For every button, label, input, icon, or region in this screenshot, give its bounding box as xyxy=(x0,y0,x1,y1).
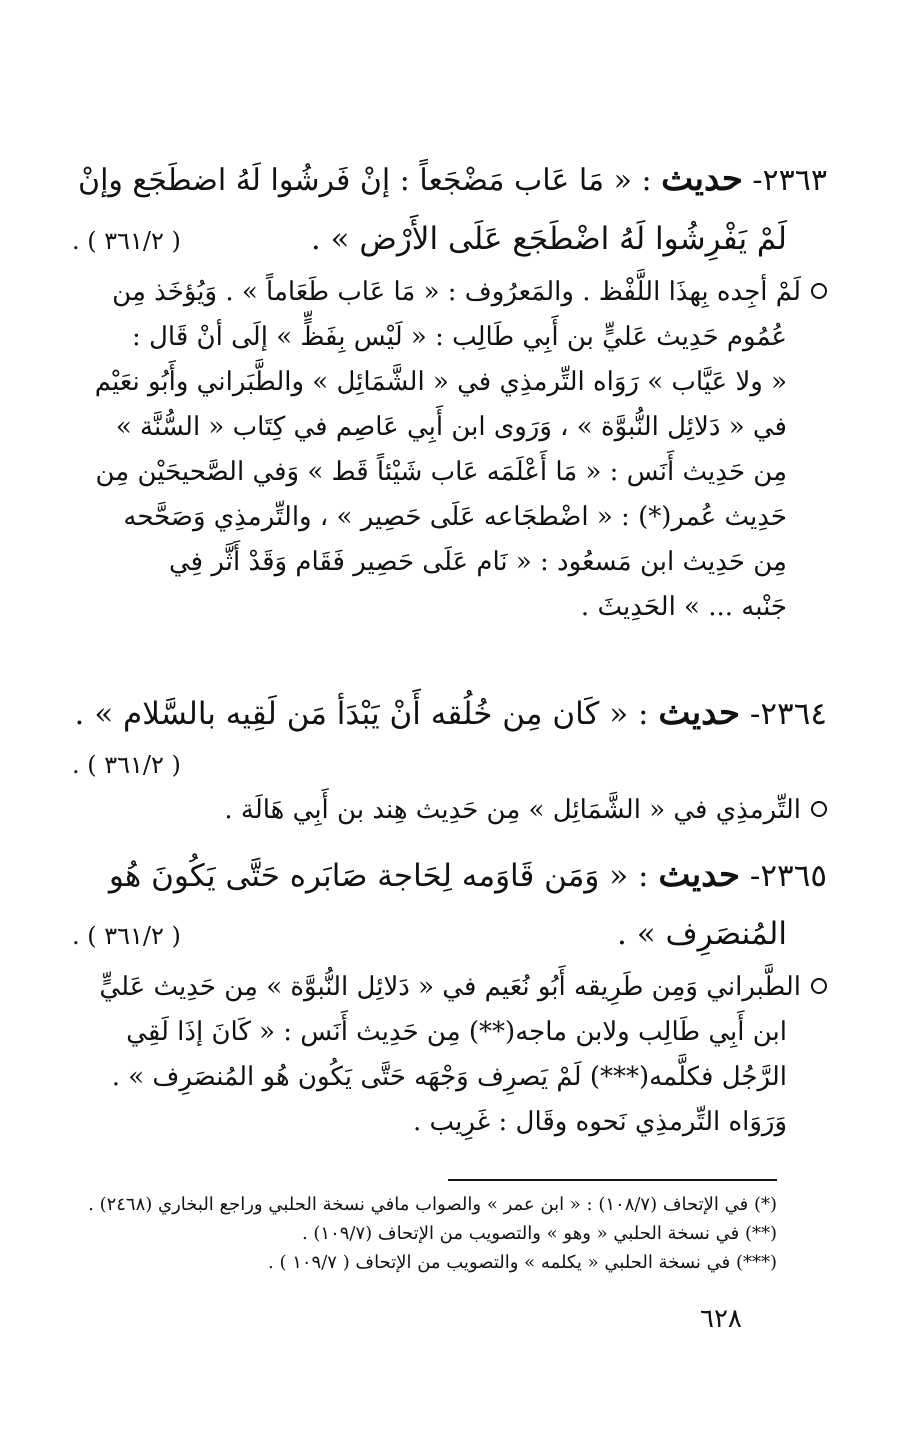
hadith-entry-2365 xyxy=(72,846,827,1145)
hadith-reference: ( ٣٦١/٢ ) . xyxy=(72,751,181,779)
comment-line: في « دَلائِل النُّبوَّة » ، وَرَوى ابن أَبِي عَاصِم في كِتَاب « السُّنَّة » xyxy=(115,412,787,442)
hadith-reference: ( ٣٦١/٢ ) . xyxy=(72,227,181,255)
hadith-continuation-text: المُنصَرِف » . xyxy=(617,916,787,952)
hadith-number: ٢٣٦٥- xyxy=(749,858,827,894)
page-number: ٦٢٨ xyxy=(700,1304,742,1334)
hadith-continuation xyxy=(72,905,827,965)
hadith-number: ٢٣٦٤- xyxy=(749,696,827,732)
hadith-number: ٢٣٦٣- xyxy=(752,163,827,198)
footnote: (***) في نسخة الحلبي « يكلمه » والتصويب من الإتحاف ( ١٠٩/٧ ) . xyxy=(268,1252,777,1273)
comment-bullet-icon xyxy=(811,978,827,994)
footnotes xyxy=(72,1190,777,1277)
comment-bullet-icon xyxy=(811,283,827,299)
footnote: (*) في الإتحاف (١٠٨/٧) : « ابن عمر » والصواب مافي نسخة الحلبي وراجع البخاري (٢٤٦٨) . xyxy=(88,1194,777,1215)
hadith-lead-word: حديث xyxy=(658,693,741,733)
hadith-heading xyxy=(72,150,827,210)
hadith-text: : « كَان مِن خُلُقه أَنْ يَبْدَأ مَن لَقِيه بالسَّلام » . xyxy=(74,696,649,732)
hadith-reference: ( ٣٦١/٢ ) . xyxy=(72,922,181,950)
hadith-lead-word: حديث xyxy=(661,159,743,199)
hadith-heading xyxy=(72,684,827,743)
comment-line: لَمْ أجِده بِهذَا اللَّفْظ . والمَعرُوف : « مَا عَاب طَعَاماً » . وَيُؤخَذ مِن xyxy=(72,270,827,315)
hadith-reference-line xyxy=(72,743,827,788)
hadith-text: : « وَمَن قَاوَمه لِحَاجة صَابَره حَتَّى يَكُونَ هُو xyxy=(108,858,649,894)
comment-line: الطَّبراني وَمِن طَرِيقه أَبُو نُعَيم في « دَلائِل النُّبوَّة » مِن حَدِيث عَليٍّ xyxy=(72,965,827,1010)
comment-line: جَنْبه ... » الحَدِيثَ . xyxy=(580,592,787,622)
hadith-continuation xyxy=(72,210,827,270)
hadith-entry-2364 xyxy=(72,684,827,833)
footnote: (**) في نسخة الحلبي « وهو » والتصويب من الإتحاف (١٠٩/٧) . xyxy=(301,1223,777,1244)
hadith-heading xyxy=(72,846,827,905)
hadith-continuation-text: لَمْ يَفْرِشُوا لَهُ اضْطَجَع عَلَى الأَرْض » . xyxy=(310,221,787,257)
comment-line: عُمُوم حَدِيث عَليٍّ بن أَبِي طَالِب : « لَيْس بِفَظٍّ » إلَى أنْ قَال : xyxy=(132,322,787,352)
comment-line: وَرَوَاه التِّرمذِي نَحوه وقَال : غَرِيب . xyxy=(413,1107,787,1137)
comment-bullet-icon xyxy=(811,801,827,817)
comment-line: مِن حَدِيث ابن مَسعُود : « نَام عَلَى حَصِير فَقَام وَقَدْ أَثَّر فِي xyxy=(169,547,787,577)
comment-line: الرَّجُل فكلَّمه(***) لَمْ يَصرِف وَجْهَه حَتَّى يَكُون هُو المُنصَرِف » . xyxy=(111,1062,787,1092)
comment-line: حَدِيث عُمر(*) : « اضْطجَاعه عَلَى حَصِير » ، والتِّرمذِي وَصَحَّحه xyxy=(123,502,787,532)
comment-line: مِن حَدِيث أَنَس : « مَا أَعْلَمَه عَاب شَيْئاً قَط » وَفي الصَّحيحَيْن مِن xyxy=(95,457,787,487)
footnote-divider xyxy=(448,1179,777,1181)
hadith-entry-2363 xyxy=(72,150,827,630)
hadith-lead-word: حديث xyxy=(658,855,741,895)
comment-line: التِّرمذِي في « الشَّمَائِل » مِن حَدِيث هِند بن أَبِي هَالَة . xyxy=(72,788,827,833)
hadith-text: : « مَا عَاب مَضْجَعاً : إنْ فَرشُوا لَهُ اضطَجَع وإنْ xyxy=(78,163,652,198)
comment-line: ابن أَبِي طَالِب ولابن ماجه(**) مِن حَدِيث أَنَس : « كَانَ إذَا لَقِي xyxy=(126,1017,787,1047)
comment-line: « ولا عَيَّاب » رَوَاه التِّرمذِي في « الشَّمَائِل » والطَّبَراني وأَبُو نعَيْم xyxy=(94,367,787,397)
